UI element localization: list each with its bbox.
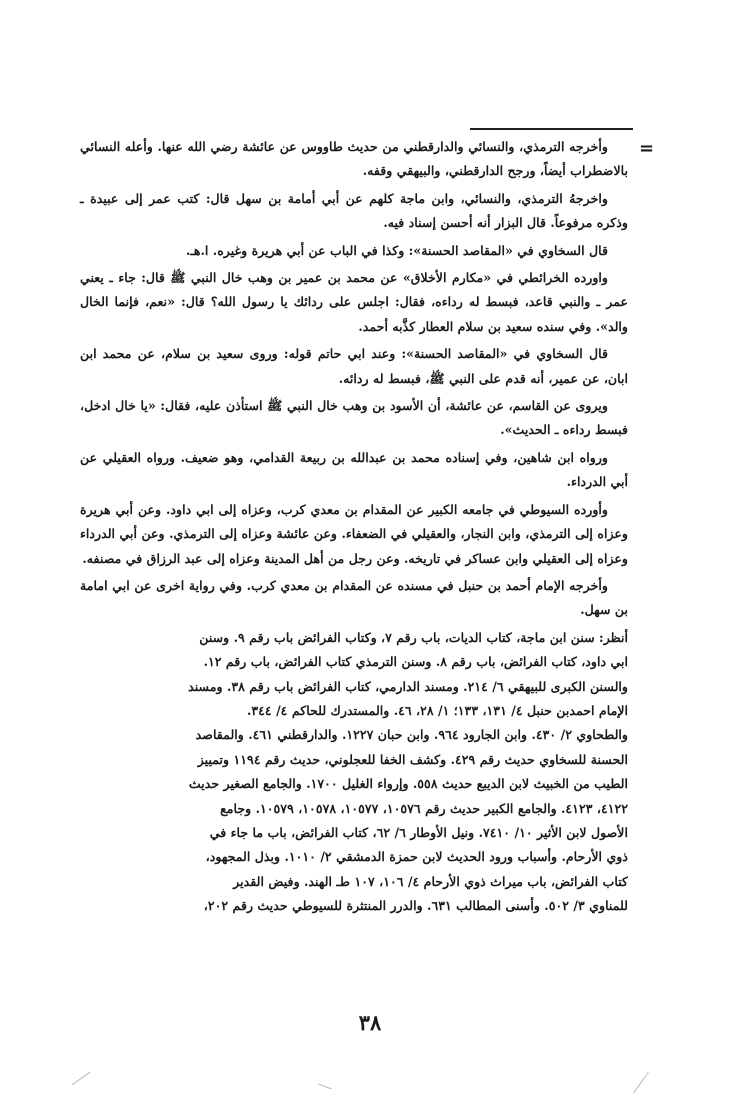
paragraph: وأخرجه الإمام أحمد بن حنبل في مسنده عن المقدام بن معدي كرب. وفي رواية اخرى عن ابي امامة بن سهل. (80, 577, 628, 618)
reference-line: أنظر: سنن ابن ماجة، كتاب الديات، باب رقم ٧، وكتاب الفرائض باب رقم ٩. وسنن (199, 629, 628, 645)
page-number: ٣٨ (358, 1010, 382, 1035)
paragraph: ويروى عن القاسم، عن عائشة، أن الأسود بن وهب خال النبي ﷺ استأذن عليه، فقال: «يا خال ادخل، فبسط رداءه ـ الحديث». (80, 398, 628, 438)
paragraph: وأخرجه الترمذي، والنسائي والدارقطني من حديث طاووس عن عائشة رضي الله عنها. وأعله النسائي بالاضطراب أيضاً، ورجح الدارقطني، والبيهقي وقفه. (80, 139, 628, 179)
scan-mark (72, 1072, 91, 1085)
scan-mark (318, 1084, 331, 1090)
paragraph: واورده الخرائطي في «مكارم الأخلاق» عن محمد بن عمير بن وهب خال النبي ﷺ قال: جاء ـ يعني عمر ـ والنبي قاعد، فبسط له رداءه، فقال: اجلس على ردائك يا رسول الله؟ قال: «نعم، فإنما الخال والد». وفي سنده سعيد بن سلام العطار كذَّبه أحمد. (80, 270, 628, 334)
reference-line: الحسنة للسخاوي حديث رقم ٤٢٩. وكشف الخفا للعجلوني، حديث رقم ١١٩٤ وتمييز (197, 751, 628, 767)
references-paragraph (80, 626, 628, 919)
reference-line: الإمام احمدبن حنبل ٤/ ١٣١، ١٣٣؛ ١/ ٢٨، ٤٦. والمستدرك للحاكم ٤/ ٣٤٤. (247, 702, 628, 718)
reference-line: كتاب الفرائض، باب ميراث ذوي الأرحام ٤/ ١٠٦، ١٠٧ طـ الهند. وفيض القدير (233, 873, 628, 889)
reference-line: والطحاوي ٢/ ٤٣٠. وابن الجارود ٩٦٤. وابن حبان ١٢٢٧. والدارقطني ٤٦١. والمقاصد (195, 727, 628, 743)
reference-line: للمناوي ٣/ ٥٠٢. وأسنى المطالب ٦٣١. والدرر المنتثرة للسيوطي حديث رقم ٢٠٢، (203, 898, 628, 914)
paragraph: ورواه ابن شاهين، وفي إسناده محمد بن عبدالله بن ربيعة القدامي، وهو ضعيف. ورواه العقيلي عن أبي الدرداء. (80, 449, 628, 490)
scan-mark (633, 1072, 649, 1094)
top-rule (470, 128, 633, 130)
reference-line: ابي داود، كتاب الفرائض، باب رقم ٨. وسنن الترمذي كتاب الفرائض، باب رقم ١٢. (203, 654, 628, 670)
paragraph: وأورده السيوطي في جامعه الكبير عن المقدام بن معدي كرب، وعزاه إلى ابي داود. وعن أبي هريرة وعزاه إلى الترمذي، وابن النجار، والعقيلي في الضعفاء. وعن عائشة وعزاه إلى الترمذي. وعن أبي الدرداء وعزاه إلى العقيلي وابن عساكر في تاريخه. وعن رجل من أهل المدينة وعزاه إلى عبد الرزاق في مصنفه. (80, 501, 628, 566)
paragraph: قال السخاوي في «المقاصد الحسنة»: وكذا في الباب عن أبي هريرة وغيره. ا.هـ. (185, 242, 608, 258)
paragraph: قال السخاوي في «المقاصد الحسنة»: وعند ابي حاتم قوله: وروى سعيد بن سلام، عن محمد ابن ابان، عن عمير، أنه قدم على النبي ﷺ، فبسط له ردائه. (80, 346, 628, 386)
margin-mark: = (639, 138, 655, 159)
reference-line: الطيب من الخبيث لابن الديبع حديث ٥٥٨. وإرواء الغليل ١٧٠٠. والجامع الصغير حديث (188, 776, 628, 792)
reference-line: والسنن الكبرى للبيهقي ٦/ ٢١٤. ومسند الدارمي، كتاب الفرائض باب رقم ٣٨. ومسند (188, 678, 628, 694)
reference-line: الأصول لابن الأثير ١٠/ ٧٤١٠. ونيل الأوطار ٦/ ٦٢، كتاب الفرائض، باب ما جاء في (209, 824, 628, 840)
reference-line: ٤١٢٢، ٤١٢٣. والجامع الكبير حديث رقم ١٠٥٧٦، ١٠٥٧٧، ١٠٥٧٨، ١٠٥٧٩. وجامع (220, 800, 628, 816)
reference-line: ذوي الأرحام. وأسباب ورود الحديث لابن حمزة الدمشقي ٢/ ١٠١٠. وبذل المجهود، (205, 849, 628, 865)
paragraph: واخرجهُ الترمذي، والنسائي، وابن ماجة كلهم عن أبي أمامة بن سهل قال: كتب عمر إلى عبيدة ـ وذكره مرفوعاً. قال البزار أنه أحسن إسناد فيه. (80, 190, 628, 231)
main-text (80, 135, 628, 922)
